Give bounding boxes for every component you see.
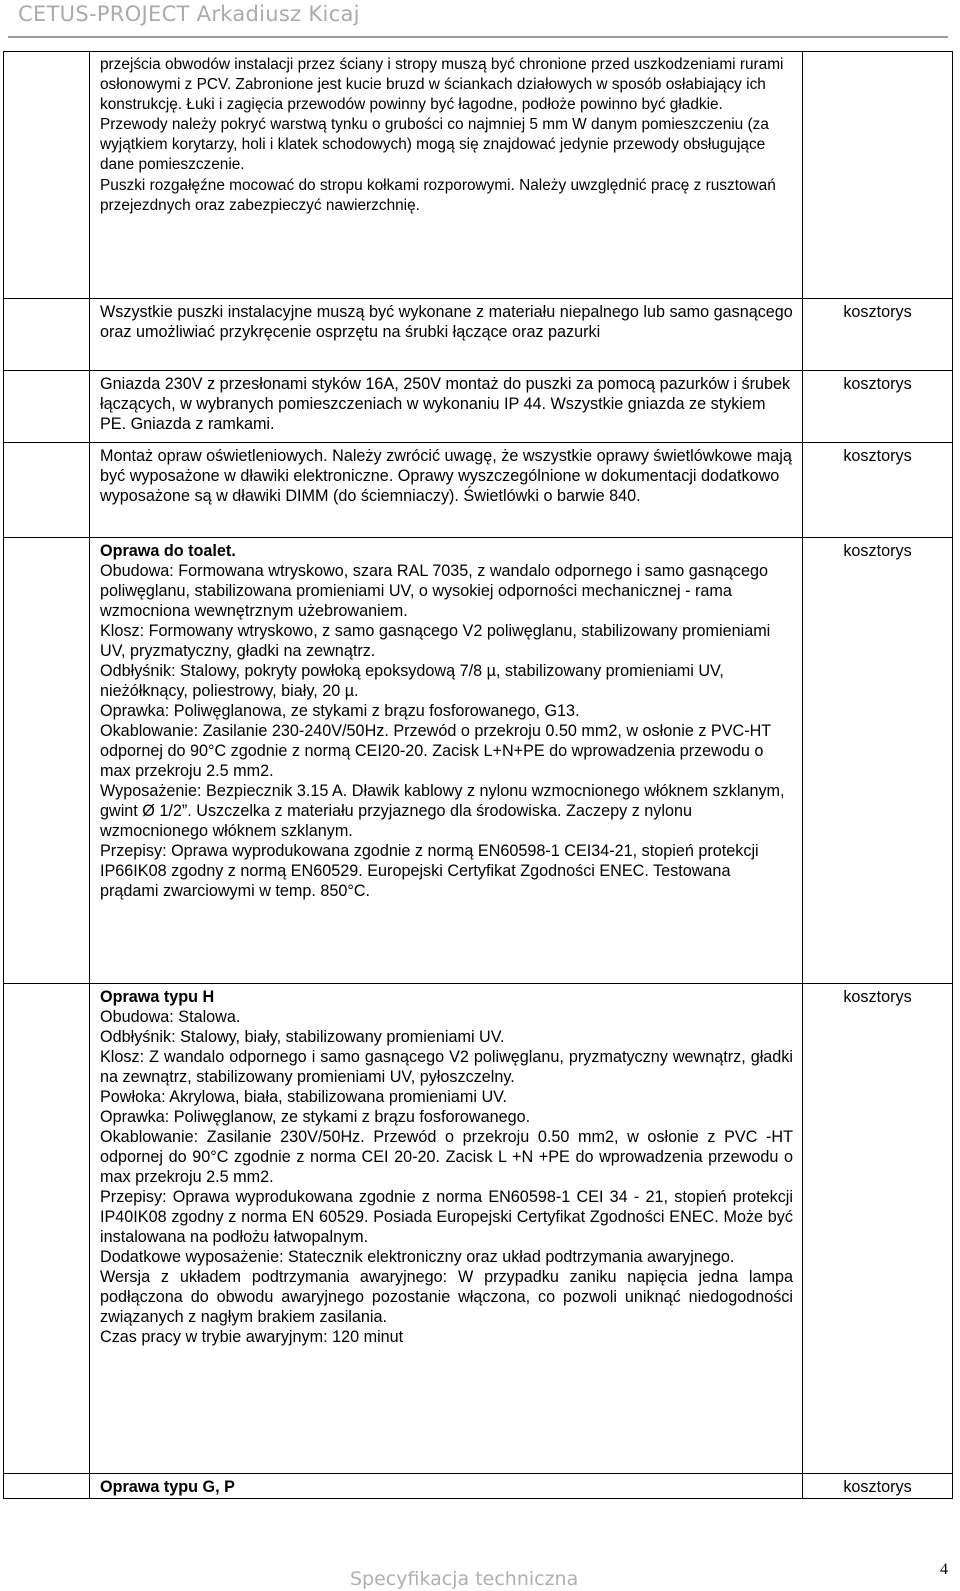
page-number: 4 [940, 1561, 948, 1578]
paragraph: Klosz: Z wandalo odpornego i samo gasnącego V2 poliwęglanu, pryzmatyczny wewnątrz, gładki na zewnątrz, stabilizowany promieniami UV, pyłoszczelny. [100, 1048, 793, 1086]
footer-title: Specyfikacja techniczna [350, 1568, 579, 1590]
status-cell [803, 371, 953, 443]
row-number-cell [4, 52, 90, 299]
description-cell [90, 984, 803, 1474]
table-row [4, 52, 953, 299]
table-row [4, 371, 953, 443]
paragraph: przejścia obwodów instalacji przez ściany i stropy muszą być chronione przed uszkodzeniami rurami osłonowymi z PCV. Zabronione jest kucie bruzd w ściankach działowych w sposób osłabiający ich konstrukcję. Łuki i zagięcia przewodów powinny być łagodne, podłoże powinno być gładkie. Przewody należy pokryć warstwą tynku o grubości co najmniej 5 mm W danym pomieszczeniu (za wyjątkiem korytarzy, holi i klatek schodowych) mogą się znajdować jedynie przewody obsługujące dane pomieszczenie. [100, 56, 784, 174]
table-row [4, 538, 953, 984]
paragraph: Obudowa: Stalowa. [100, 1008, 241, 1026]
paragraph: Wersja z układem podtrzymania awaryjnego: W przypadku zaniku napięcia jedna lampa podłączona do obwodu awaryjnego pozostanie włączona, co pozwoli uniknąć niedogodności związanych z nagłym brakiem zasilania. [100, 1268, 793, 1326]
paragraph: Dodatkowe wyposażenie: Statecznik elektroniczny oraz układ podtrzymania awaryjnego. [100, 1248, 735, 1266]
status-label: kosztorys [843, 988, 912, 1006]
status-label: kosztorys [843, 303, 912, 321]
description-cell [90, 299, 803, 371]
status-label: kosztorys [843, 375, 912, 393]
paragraph: Obudowa: Formowana wtryskowo, szara RAL 7035, z wandalo odpornego i samo gasnącego poliwęglanu, stabilizowana promieniami UV, o wysokiej odporności mechanicznej - rama wzmocniona wewnętrznym użebrowaniem. [100, 562, 768, 620]
paragraph: Oprawka: Poliwęglanowa, ze stykami z brązu fosforowanego, G13. [100, 702, 580, 720]
row-number-cell [4, 443, 90, 538]
paragraph: Wyposażenie: Bezpiecznik 3.15 A. Dławik kablowy z nylonu wzmocnionego włóknem szklanym, gwint Ø 1/2”. Uszczelka z materiału przyjaznego dla środowiska. Zaczepy z nylonu wzmocnionego włóknem szklanym. [100, 782, 785, 840]
row-number-cell [4, 299, 90, 371]
paragraph: Puszki rozgałęźne mocować do stropu kołkami rozporowymi. Należy uwzględnić pracę z rusztowań przejezdnych oraz zabezpieczyć nawierzchnię. [100, 176, 776, 214]
paragraph: Okablowanie: Zasilanie 230V/50Hz. Przewód o przekroju 0.50 mm2, w osłonie z PVC -HT odpornej do 90°C zgodnie z norma CEI 20-20. Zacisk L +N +PE do wprowadzenia przewodu o max przekroju 2.5 mm2. [100, 1128, 793, 1186]
header-title: CETUS-PROJECT Arkadiusz Kicaj [18, 2, 360, 26]
status-label: kosztorys [843, 542, 912, 560]
description-cell [90, 1474, 803, 1499]
status-cell [803, 52, 953, 299]
paragraph: Wszystkie puszki instalacyjne muszą być wykonane z materiału niepalnego lub samo gasnącego oraz umożliwiać przykręcenie osprzętu na śrubki łączące oraz pazurki [100, 303, 793, 341]
paragraph: Oprawka: Poliwęglanow, ze stykami z brązu fosforowanego. [100, 1108, 531, 1126]
description-cell [90, 371, 803, 443]
description-cell [90, 52, 803, 299]
status-cell [803, 299, 953, 371]
paragraph: Odbłyśnik: Stalowy, biały, stabilizowany promieniami UV. [100, 1028, 505, 1046]
row-number-cell [4, 538, 90, 984]
table-row [4, 299, 953, 371]
status-cell [803, 984, 953, 1474]
table-row [4, 1474, 953, 1499]
paragraph: Przepisy: Oprawa wyprodukowana zgodnie z normą EN60598-1 CEI34-21, stopień protekcji IP66IK08 zgodny z normą EN60529. Europejski Certyfikat Zgodności ENEC. Testowana prądami zwarciowymi w temp. 850°C. [100, 842, 759, 900]
section-heading: Oprawa typu H [100, 988, 215, 1006]
status-label [803, 52, 952, 55]
status-cell [803, 443, 953, 538]
paragraph: Okablowanie: Zasilanie 230-240V/50Hz. Przewód o przekroju 0.50 mm2, w osłonie z PVC-HT odpornej do 90°C zgodnie z normą CEI20-20. Zacisk L+N+PE do wprowadzenia przewodu o max przekroju 2.5 mm2. [100, 722, 771, 780]
table-row [4, 984, 953, 1474]
paragraph: Montaż opraw oświetleniowych. Należy zwrócić uwagę, że wszystkie oprawy świetlówkowe mają być wyposażone w dławiki elektroniczne. Oprawy wyszczególnione w dokumentacji dodatkowo wyposażone są w dławiki DIMM (do ściemniaczy). Świetlówki o barwie 840. [100, 447, 792, 505]
description-cell [90, 443, 803, 538]
section-heading: Oprawa typu G, P [100, 1478, 235, 1496]
paragraph: Czas pracy w trybie awaryjnym: 120 minut [100, 1328, 404, 1346]
paragraph: Gniazda 230V z przesłonami styków 16A, 250V montaż do puszki za pomocą pazurków i śrubek łączących, w wybranych pomieszczeniach w wykonaniu IP 44. Wszystkie gniazda ze stykiem PE. Gniazda z ramkami. [100, 375, 791, 433]
paragraph: Klosz: Formowany wtryskowo, z samo gasnącego V2 poliwęglanu, stabilizowany promieniami UV, pryzmatyczny, gładki na zewnątrz. [100, 622, 771, 660]
row-number-cell [4, 984, 90, 1474]
table-row [4, 443, 953, 538]
row-number-cell [4, 1474, 90, 1499]
page-header [8, 0, 948, 38]
row-number-cell [4, 371, 90, 443]
status-cell [803, 1474, 953, 1499]
status-label: kosztorys [843, 1478, 912, 1496]
paragraph: Odbłyśnik: Stalowy, pokryty powłoką epoksydową 7/8 µ, stabilizowany promieniami UV, nieżółknący, poliestrowy, biały, 20 µ. [100, 662, 724, 700]
description-cell [90, 538, 803, 984]
paragraph: Przepisy: Oprawa wyprodukowana zgodnie z norma EN60598-1 CEI 34 - 21, stopień protekcji IP40IK08 zgodny z norma EN 60529. Posiada Europejski Certyfikat Zgodności ENEC. Może być instalowana na podłożu łatwopalnym. [100, 1188, 793, 1246]
specification-table [3, 51, 953, 1499]
paragraph: Powłoka: Akrylowa, biała, stabilizowana promieniami UV. [100, 1088, 507, 1106]
section-heading: Oprawa do toalet. [100, 542, 236, 560]
status-cell [803, 538, 953, 984]
status-label: kosztorys [843, 447, 912, 465]
